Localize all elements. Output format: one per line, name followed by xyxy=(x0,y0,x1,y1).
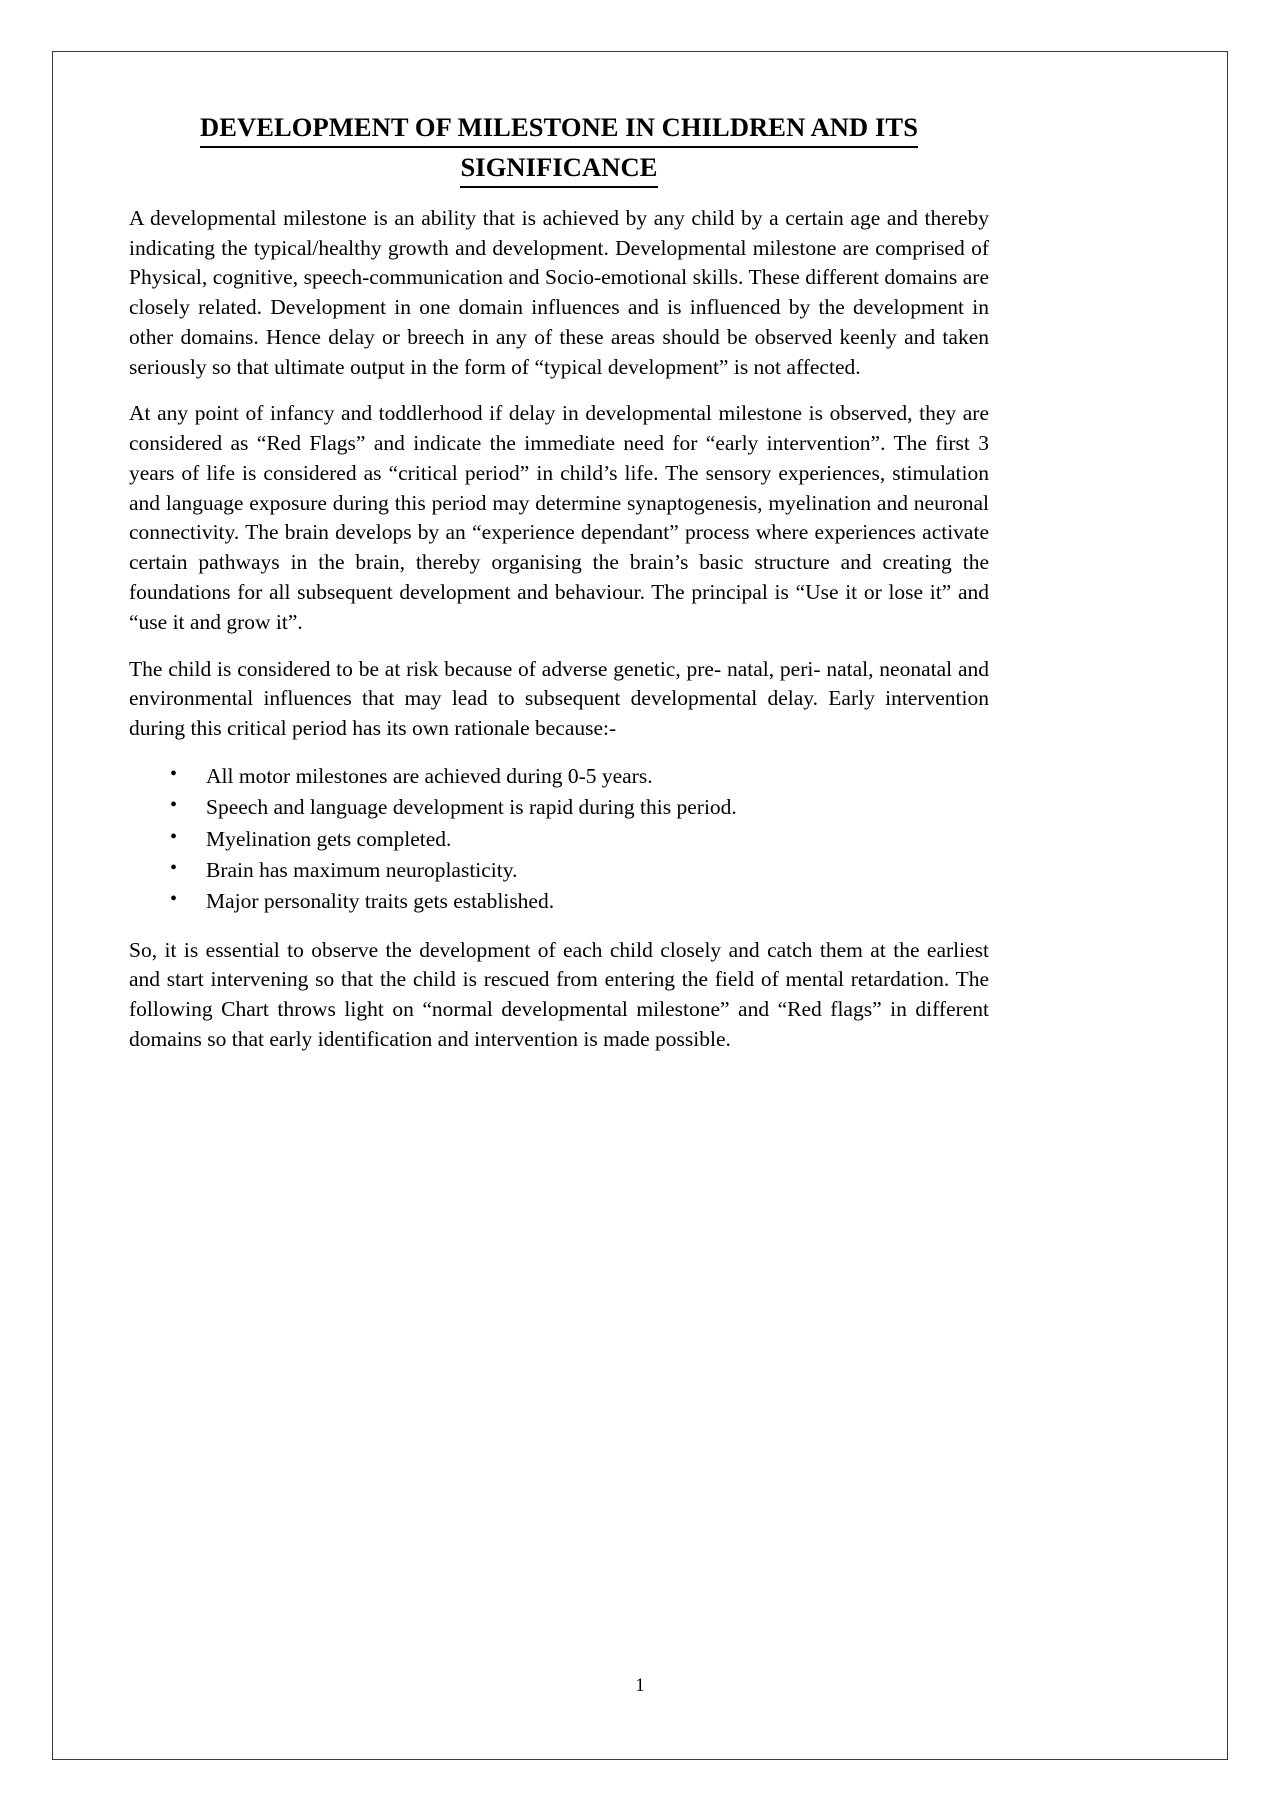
list-item: • Speech and language development is rapid during this period. xyxy=(170,792,989,823)
page-number: 1 xyxy=(635,1676,645,1696)
paragraph-red-flags: At any point of infancy and toddlerhood if delay in developmental milestone is observed, they are considered as “Red Flags” and indicate the immediate need for “early intervention”. The first 3 years of life is considered as “critical period” in child’s life. The sensory experiences, stimulation and language exposure during this period may determine synaptogenesis, myelination and neuronal connectivity. The brain develops by an “experience dependant” process where experiences activate certain pathways in the brain, thereby organising the brain’s basic structure and creating the foundations for all subsequent development and behaviour. The principal is “Use it or lose it” and “use it and grow it”. xyxy=(129,401,989,634)
page-title-line-1: DEVELOPMENT OF MILESTONE IN CHILDREN AND ITS xyxy=(200,111,918,148)
document-page xyxy=(52,51,1228,1760)
page-title xyxy=(129,111,989,188)
paragraph-conclusion: So, it is essential to observe the development of each child closely and catch them at the earliest and start intervening so that the child is rescued from entering the field of mental retardation. The following Chart throws light on “normal developmental milestone” and “Red flags” in different domains so that early identification and intervention is made possible. xyxy=(129,937,989,1051)
paragraph-at-risk: The child is considered to be at risk because of adverse genetic, pre- natal, peri- natal, neonatal and environmental influences that may lead to subsequent developmental delay. Early intervention during this critical period has its own rationale because:- xyxy=(129,656,989,741)
rationale-bullet-list xyxy=(129,761,989,918)
page-title-line-2: SIGNIFICANCE xyxy=(460,151,657,188)
list-item: • Major personality traits gets established. xyxy=(170,886,989,917)
page-content-area xyxy=(129,111,989,1055)
list-item: • Brain has maximum neuroplasticity. xyxy=(170,855,989,886)
paragraph-intro: A developmental milestone is an ability that is achieved by any child by a certain age and thereby indicating the typical/healthy growth and development. Developmental milestone are comprised of Physical, cognitive, speech-communication and Socio-emotional skills. These different domains are closely related. Development in one domain influences and is influenced by the development in other domains. Hence delay or breech in any of these areas should be observed keenly and taken seriously so that ultimate output in the form of “typical development” is not affected. xyxy=(129,205,989,379)
list-item: • Myelination gets completed. xyxy=(170,824,989,855)
list-item: • All motor milestones are achieved during 0-5 years. xyxy=(170,761,989,792)
